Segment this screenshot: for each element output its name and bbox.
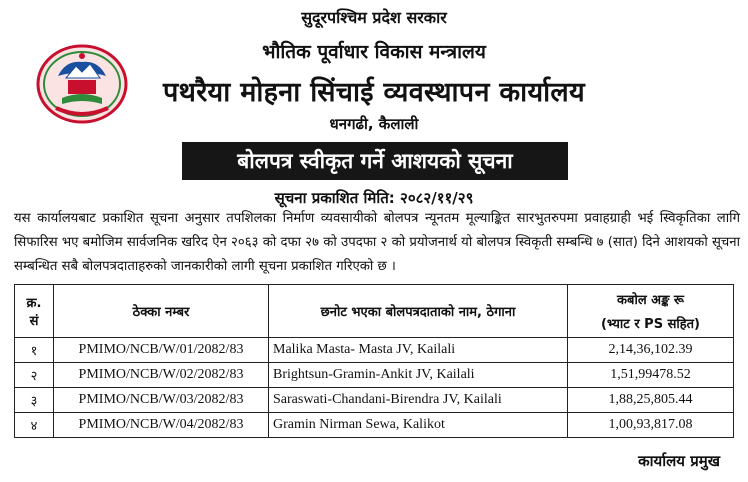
row-sn: २	[15, 363, 54, 388]
header-bidder: छनोट भएका बोलपत्रदाताको नाम, ठेगाना	[269, 285, 568, 338]
header-sn-line2: सं	[29, 314, 39, 329]
header-amount-line1: कबोल अङ्क रू	[617, 293, 684, 308]
header-amount	[568, 285, 734, 338]
row-contract-no: PMIMO/NCB/W/04/2082/83	[54, 413, 269, 438]
notice-title: बोलपत्र स्वीकृत गर्ने आशयको सूचना	[182, 142, 568, 180]
award-table	[14, 284, 734, 438]
header-amount-line2: (भ्याट र PS सहित)	[600, 317, 700, 332]
row-bidder: Gramin Nirman Sewa, Kalikot	[269, 413, 568, 438]
table-row	[15, 388, 734, 413]
table-header-row	[15, 285, 734, 338]
office-title: पथरैया मोहना सिंचाई व्यवस्थापन कार्यालय	[163, 77, 585, 108]
header-sn	[15, 285, 54, 338]
row-amount: 1,00,93,817.08	[568, 413, 734, 438]
row-sn: १	[15, 338, 54, 363]
header-sn-line1: क्र.	[26, 296, 42, 311]
published-date: सूचना प्रकाशित मिति: २०८२/११/२९	[274, 189, 474, 207]
notice-body: यस कार्यालयबाट प्रकाशित सूचना अनुसार तपशिलका निर्माण व्यवसायीको बोलपत्र न्यूनतम मूल्याङ्कित सारभुतरुपमा प्रवाहग्राही भई स्विकृतिका लागि सिफारिस भए बमोजिम सार्वजनिक खरिद ऐन २०६३ को दफा २७ को उपदफा २ को प्रयोजनार्थ यो बोलपत्र स्विकृती सम्बन्धि ७ (सात) दिने आशयको सूचना सम्बन्धित सबै बोलपत्रदाताहरुको जानकारीको लागी सूचना प्रकाशित गरिएको छ ।	[14, 211, 740, 274]
header-contract-no: ठेक्का नम्बर	[54, 285, 269, 338]
row-amount: 1,51,99478.52	[568, 363, 734, 388]
table-row	[15, 363, 734, 388]
province-title: सुदूरपश्चिम प्रदेश सरकार	[301, 8, 447, 27]
office-location: धनगढी, कैलाली	[329, 115, 419, 133]
ministry-title: भौतिक पूर्वाधार विकास मन्त्रालय	[262, 41, 486, 63]
row-bidder: Malika Masta- Masta JV, Kailali	[269, 338, 568, 363]
row-contract-no: PMIMO/NCB/W/02/2082/83	[54, 363, 269, 388]
table-row	[15, 338, 734, 363]
row-sn: ४	[15, 413, 54, 438]
row-amount: 2,14,36,102.39	[568, 338, 734, 363]
row-contract-no: PMIMO/NCB/W/03/2082/83	[54, 388, 269, 413]
row-sn: ३	[15, 388, 54, 413]
row-amount: 1,88,25,805.44	[568, 388, 734, 413]
row-bidder: Saraswati-Chandani-Birendra JV, Kailali	[269, 388, 568, 413]
table-row	[15, 413, 734, 438]
row-bidder: Brightsun-Gramin-Ankit JV, Kailali	[269, 363, 568, 388]
signature-office-chief: कार्यालय प्रमुख	[638, 452, 720, 470]
row-contract-no: PMIMO/NCB/W/01/2082/83	[54, 338, 269, 363]
